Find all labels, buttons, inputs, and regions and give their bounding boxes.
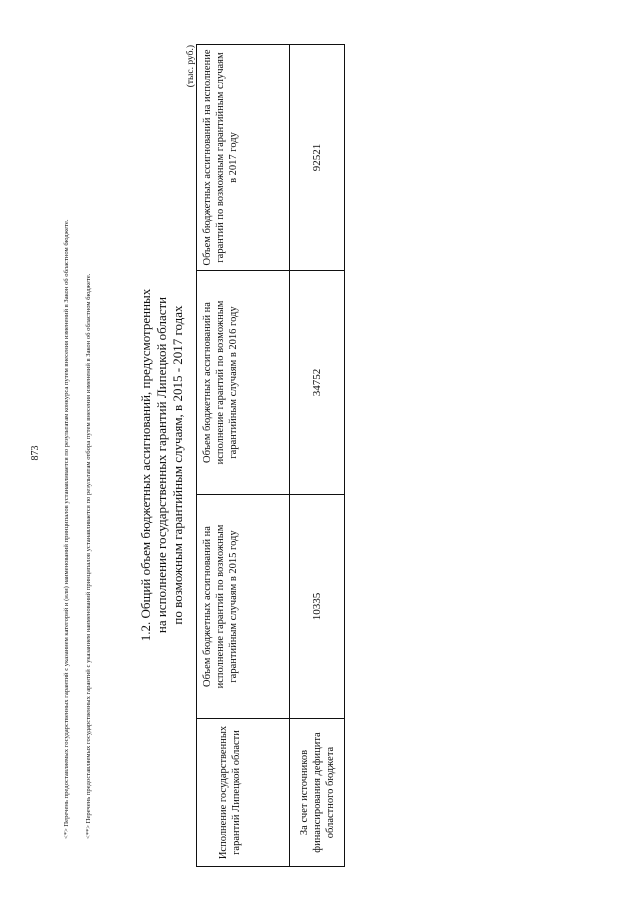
column-header-2016-text: Объем бюджетных ассигнований на исполнение гарантий по возможным гарантийным случаям в 2016 году xyxy=(202,300,239,465)
row-header-cell xyxy=(197,719,290,867)
footnote-2: <**> Перечень предоставляемых государственных гарантий с указанием наименований принципалов устанавливается по результатам отбора путем внесения изменений в Закон об областном бюджете. xyxy=(85,273,92,839)
section-heading-line-2: на исполнение государственных гарантий Липецкой области xyxy=(154,296,169,634)
page-number: 873 xyxy=(30,445,41,461)
section-heading xyxy=(138,105,186,825)
row-header-text: Исполнение государственных гарантий Липецкой области xyxy=(218,725,242,860)
column-header-2017 xyxy=(197,45,290,271)
value-2015: 10335 xyxy=(290,495,345,719)
table-row xyxy=(290,45,345,867)
section-heading-line-1: 1.2. Общий объем бюджетных ассигнований, предусмотренных xyxy=(138,288,153,642)
section-heading-line-3: по возможным гарантийным случаям, в 2015 - 2017 годах xyxy=(170,305,185,625)
value-2016: 34752 xyxy=(290,271,345,495)
column-header-2016 xyxy=(197,271,290,495)
column-header-2017-text: Объем бюджетных ассигнований на исполнение гарантий по возможным гарантийным случаям в 2017 году xyxy=(202,49,239,266)
column-header-2015-text: Объем бюджетных ассигнований на исполнение гарантий по возможным гарантийным случаям в 2015 году xyxy=(202,524,239,689)
table-header-row xyxy=(197,45,290,867)
footnote-1: <*> Перечень предоставляемых государственных гарантий с указанием категорий и (или) наименований принципалов устанавливается по результатам конкурса путем внесения изменений в Закон об областном бюджете. xyxy=(63,219,70,839)
column-header-2015 xyxy=(197,495,290,719)
row-label-cell: За счет источников финансирования дефицита областного бюджета xyxy=(290,719,345,867)
units-label: (тыс. руб.) xyxy=(186,45,196,88)
guarantees-table xyxy=(196,44,345,867)
value-2017: 92521 xyxy=(290,45,345,271)
